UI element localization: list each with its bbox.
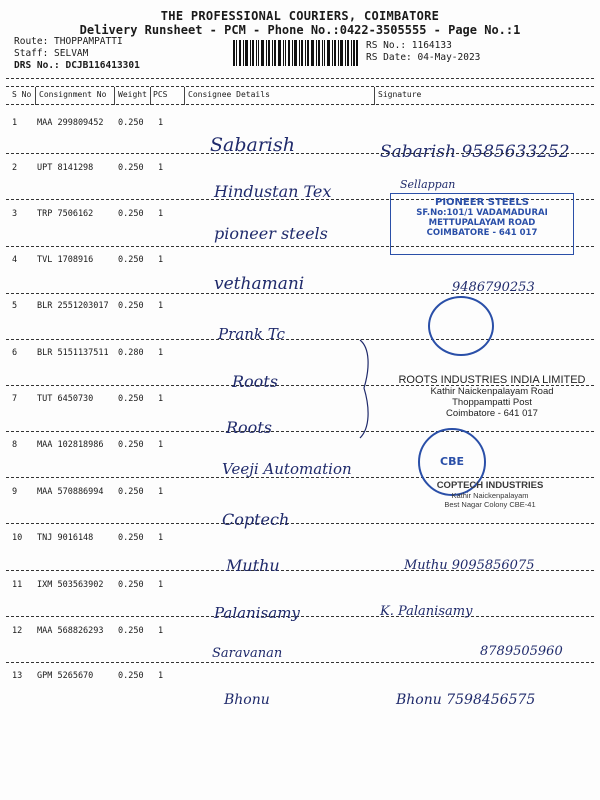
header-divider [6, 78, 594, 79]
stamp-line: ROOTS INDUSTRIES INDIA LIMITED [398, 374, 586, 386]
row-2-sno: 2 [12, 163, 18, 173]
col-header-consignee: Consignee Details [188, 90, 270, 99]
row-1-consignee: Sabarish [210, 134, 295, 156]
bracket-mark-icon [356, 338, 376, 440]
row-8-sno: 8 [12, 440, 18, 450]
stamp-line: Kathir Naickenpalayam Road [430, 386, 554, 397]
row-divider [6, 339, 594, 340]
row-3-consignment: TRP 7506162 [37, 209, 94, 219]
stamp-line: Coimbatore - 641 017 [446, 408, 538, 419]
rs-number: RS No.: 1164133 [366, 40, 452, 51]
row-14-consignee: Bhonu [224, 692, 270, 708]
row-2-pcs: 1 [158, 163, 164, 173]
row-13-signature: 8789505960 [480, 644, 563, 659]
row-1-sno: 1 [12, 118, 18, 128]
row-11-consignee: Muthu [226, 556, 280, 575]
row-6-consignment: BLR 5151137511 [37, 348, 109, 358]
stamp-line: Best Nagar Colony CBE-41 [444, 500, 536, 509]
row-9-consignee: Veeji Automation [222, 460, 352, 478]
row-2-signature: Sellappan [400, 178, 456, 191]
row-divider [6, 431, 594, 432]
row-3-weight: 0.250 [118, 209, 144, 219]
row-10-pcs: 1 [158, 533, 164, 543]
row-7-consignment: TUT 6450730 [37, 394, 94, 404]
col-separator [114, 87, 115, 105]
row-10-sno: 10 [12, 533, 23, 543]
row-2-consignment: UPT 8141298 [37, 163, 94, 173]
row-13-weight: 0.250 [118, 671, 144, 681]
row-4-signature: 9486790253 [452, 280, 535, 295]
row-4-weight: 0.250 [118, 255, 144, 265]
row-13-pcs: 1 [158, 671, 164, 681]
col-separator [374, 87, 375, 105]
row-7-weight: 0.250 [118, 394, 144, 404]
pioneer-steels-stamp [390, 193, 574, 255]
row-1-weight: 0.250 [118, 118, 144, 128]
row-5-pcs: 1 [158, 301, 164, 311]
col-header-signature: Signature [378, 90, 422, 99]
row-6-sno: 6 [12, 348, 18, 358]
barcode-icon [233, 40, 358, 66]
stamp-line: PIONEER STEELS [434, 197, 530, 208]
col-header-consignment: Consignment No [39, 90, 107, 99]
row-4-consignment: TVL 1708916 [37, 255, 94, 265]
row-7-consignee: Roots [232, 372, 278, 391]
row-divider [6, 523, 594, 524]
row-2-weight: 0.250 [118, 163, 144, 173]
row-11-weight: 0.250 [118, 580, 144, 590]
column-header-bottom-divider [6, 104, 594, 105]
row-6-weight: 0.280 [118, 348, 144, 358]
row-12-signature: K. Palanisamy [380, 604, 473, 619]
row-14-signature: Bhonu 7598456575 [396, 692, 536, 708]
row-11-consignment: IXM 503563902 [37, 580, 104, 590]
stamp-line: COIMBATORE - 641 017 [426, 228, 538, 238]
row-11-pcs: 1 [158, 580, 164, 590]
row-10-consignment: TNJ 9016148 [37, 533, 94, 543]
runsheet-title: Delivery Runsheet - PCM - Phone No.:0422-3505555 - Page No.:1 [79, 23, 521, 37]
col-header-pcs: PCS [153, 90, 168, 99]
stamp-line: Thoppampatti Post [452, 397, 532, 408]
row-3-sno: 3 [12, 209, 18, 219]
stamp-line: METTUPALAYAM ROAD [428, 218, 536, 228]
row-4-sno: 4 [12, 255, 18, 265]
staff-label: Staff: SELVAM [14, 48, 89, 59]
row-1-signature: Sabarish 9585633252 [380, 142, 570, 162]
coptech-stamp [392, 480, 588, 509]
col-separator [150, 87, 151, 105]
row-12-sno: 12 [12, 626, 23, 636]
row-3-consignee: pioneer steels [214, 224, 328, 243]
row-11-signature: Muthu 9095856075 [404, 558, 535, 573]
row-6-pcs: 1 [158, 348, 164, 358]
stamp-line: Kathir Naickenpalayam [451, 491, 529, 500]
row-5-consignment: BLR 2551203017 [37, 301, 109, 311]
row-1-consignment: MAA 299809452 [37, 118, 104, 128]
row-9-weight: 0.250 [118, 487, 144, 497]
stamp-line: SF.No:101/1 VADAMADURAI [416, 208, 548, 218]
drs-label: DRS No.: DCJB116413301 [14, 60, 140, 71]
column-header-top-divider [6, 86, 594, 87]
automation-cbe-stamp: CBE [418, 428, 486, 496]
row-4-pcs: 1 [158, 255, 164, 265]
col-header-weight: Weight [118, 90, 147, 99]
rs-date: RS Date: 04-May-2023 [366, 52, 481, 63]
col-separator [184, 87, 185, 105]
roots-industries-stamp [386, 374, 598, 419]
row-13-consignment: GPM 5265670 [37, 671, 94, 681]
row-13-sno: 13 [12, 671, 23, 681]
row-9-sno: 9 [12, 487, 18, 497]
row-12-weight: 0.250 [118, 626, 144, 636]
route-label: Route: THOPPAMPATTI [14, 36, 123, 47]
row-12-pcs: 1 [158, 626, 164, 636]
row-10-consignee: Coptech [222, 510, 290, 529]
row-divider [6, 153, 594, 154]
row-8-consignee: Roots [226, 418, 272, 437]
row-5-sno: 5 [12, 301, 18, 311]
col-header-sno: S No [12, 90, 32, 99]
row-divider [6, 293, 594, 294]
col-separator [35, 87, 36, 105]
row-8-pcs: 1 [158, 440, 164, 450]
row-13-consignee: Saravanan [212, 646, 283, 661]
row-2-consignee: Hindustan Tex [214, 182, 332, 201]
row-12-consignee: Palanisamy [214, 604, 300, 622]
row-12-consignment: MAA 568826293 [37, 626, 104, 636]
row-9-consignment: MAA 570886994 [37, 487, 104, 497]
row-10-weight: 0.250 [118, 533, 144, 543]
row-3-pcs: 1 [158, 209, 164, 219]
row-divider [6, 616, 594, 617]
row-7-pcs: 1 [158, 394, 164, 404]
row-7-sno: 7 [12, 394, 18, 404]
row-8-weight: 0.250 [118, 440, 144, 450]
row-11-sno: 11 [12, 580, 23, 590]
row-9-pcs: 1 [158, 487, 164, 497]
company-title: THE PROFESSIONAL COURIERS, COIMBATORE [160, 9, 440, 23]
row-5-6-consignee: Prank Tc [218, 325, 285, 343]
row-4-consignee: vethamani [214, 274, 305, 294]
row-8-consignment: MAA 102818986 [37, 440, 104, 450]
row-5-weight: 0.250 [118, 301, 144, 311]
stamp-line: COPTECH INDUSTRIES [436, 480, 544, 491]
row-divider [6, 662, 594, 663]
row-1-pcs: 1 [158, 118, 164, 128]
courier-round-stamp [428, 296, 494, 356]
